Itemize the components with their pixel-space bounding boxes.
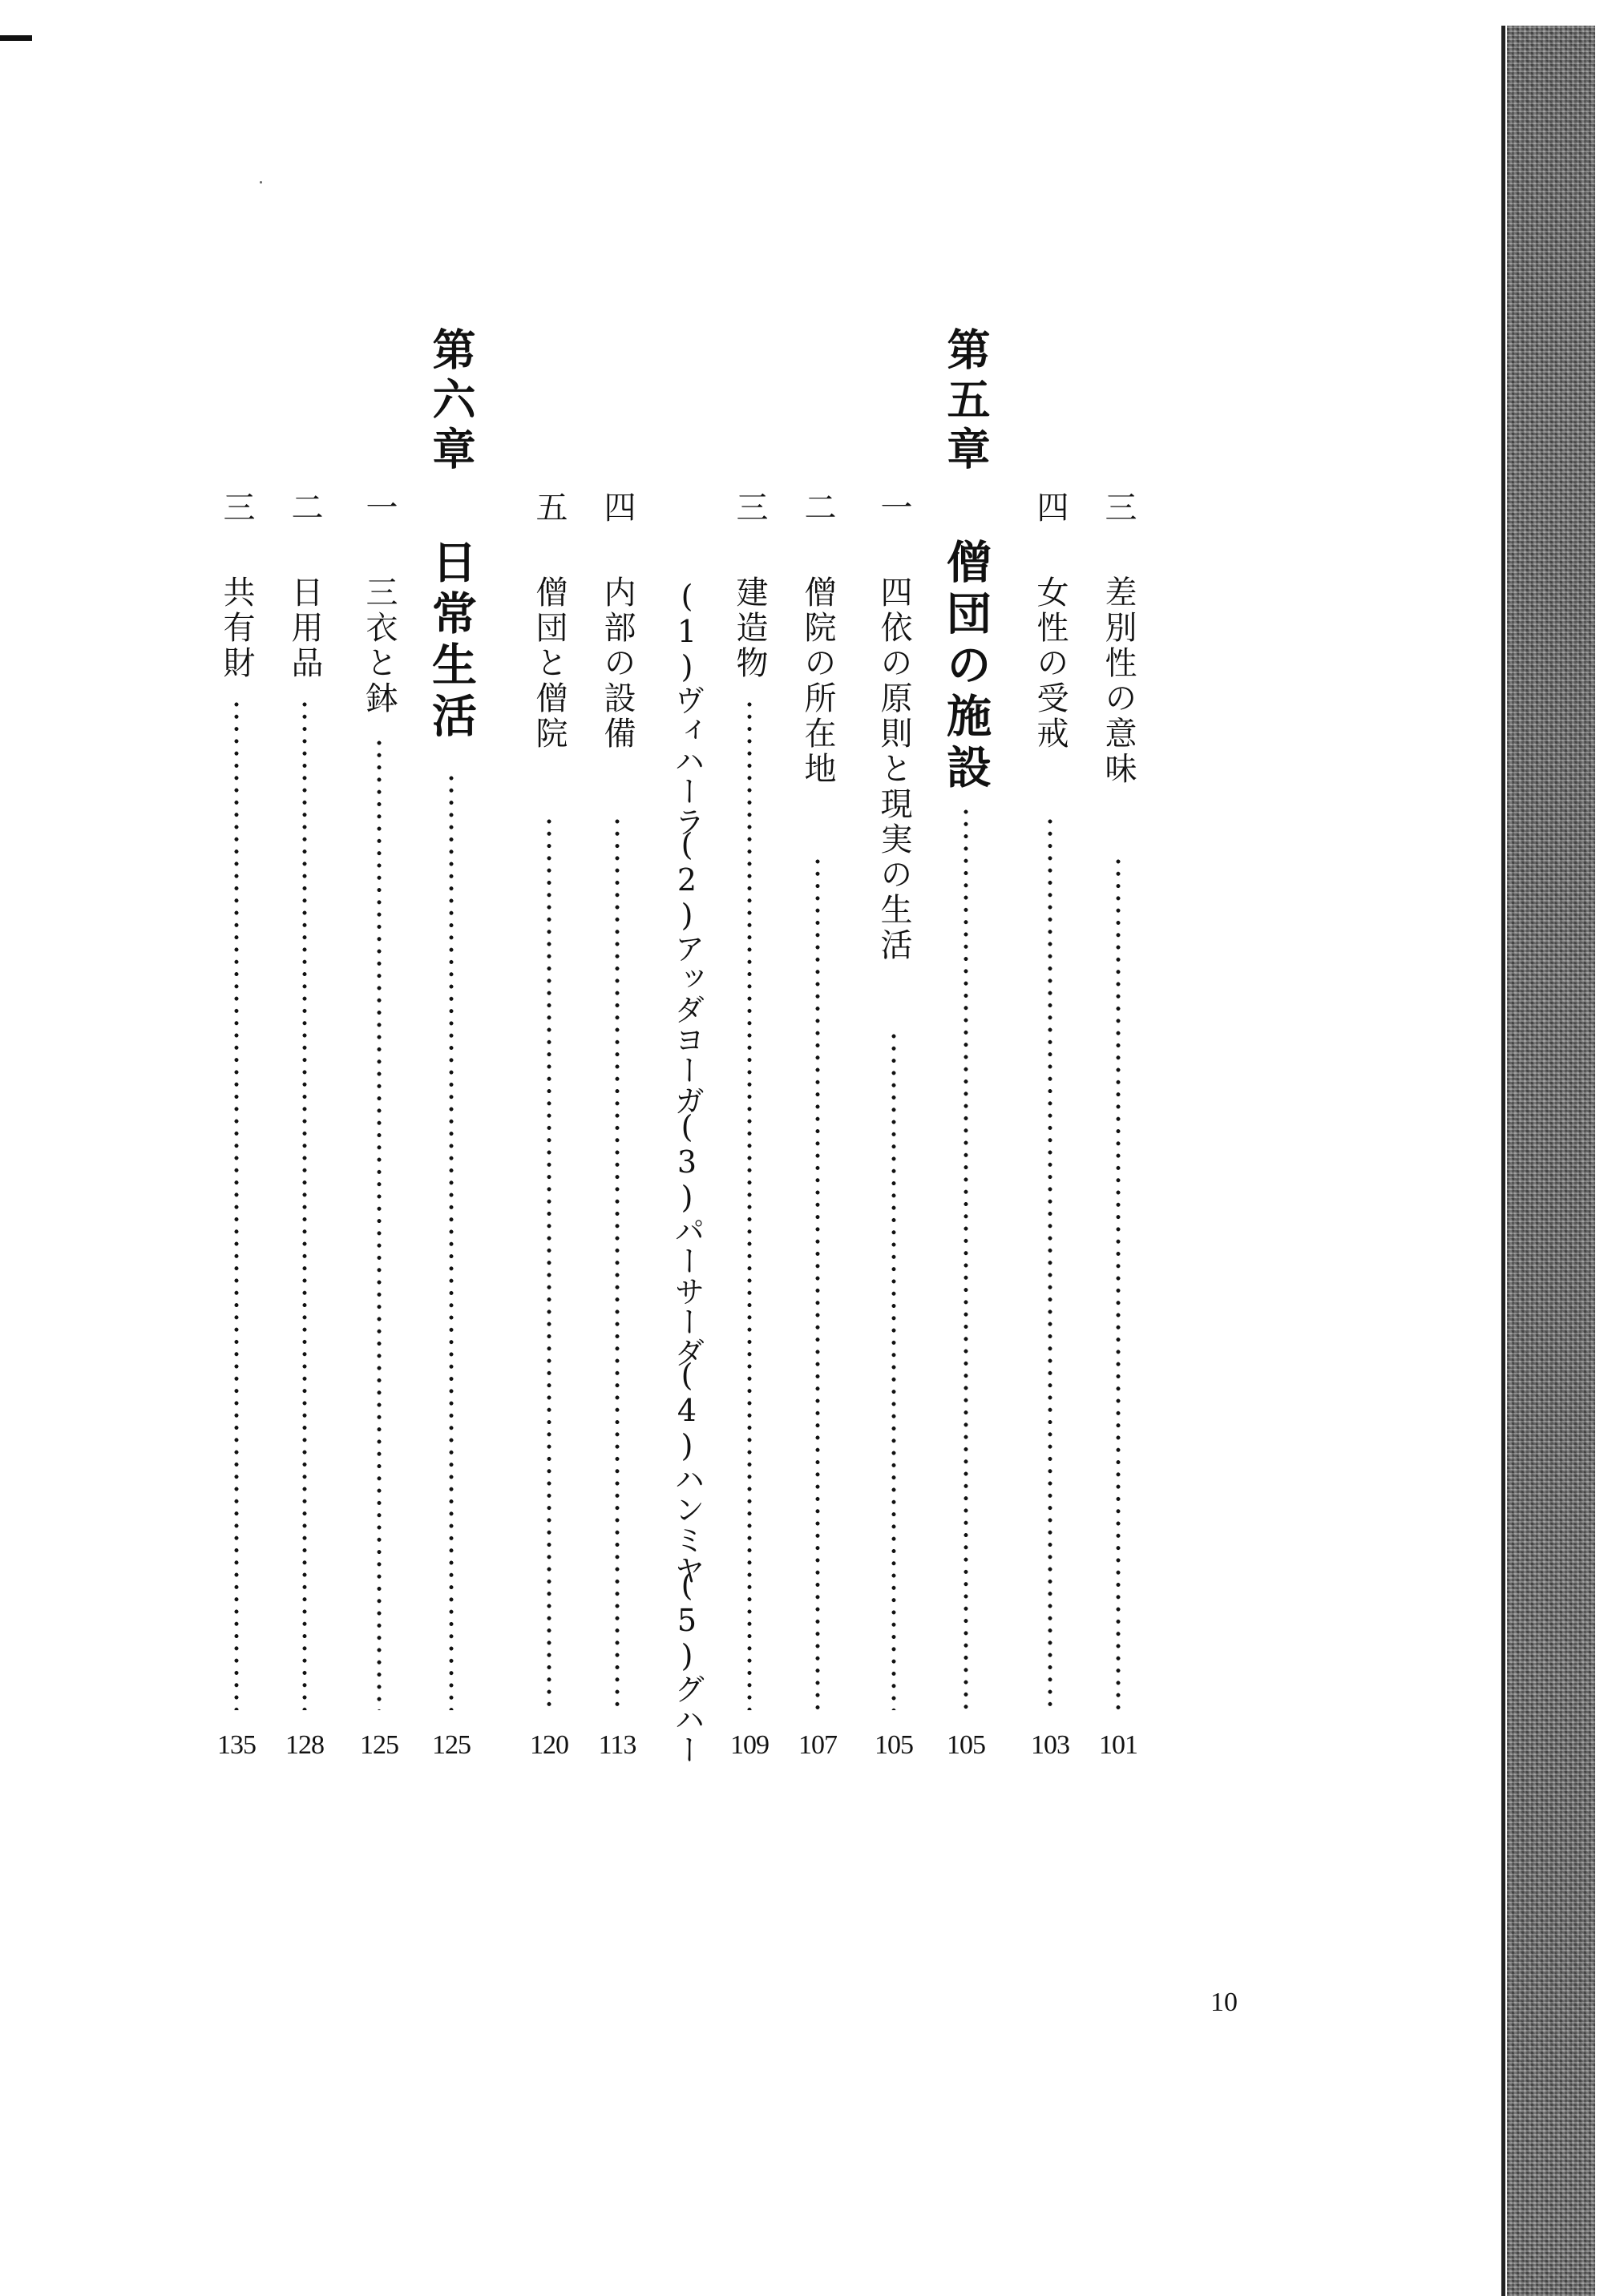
section-title: 建造物	[731, 575, 768, 681]
subsection-guha[interactable]: (5)グハー	[669, 1568, 705, 1765]
section-title: 日用品	[286, 575, 323, 681]
chapter-title: 僧団の施設	[939, 539, 992, 795]
leader-dots	[377, 740, 382, 1710]
chapter-title: 日常生活	[425, 539, 478, 744]
section-title: 三衣と鉢	[361, 575, 398, 716]
section-title: 四依の原則と現実の生活	[875, 575, 912, 963]
leader-dots	[1116, 859, 1121, 1710]
page-ref: 125	[360, 1730, 398, 1760]
subsection-addhayoga[interactable]: (2)アッダヨーガ	[669, 827, 705, 1116]
leader-dots	[547, 819, 551, 1710]
section-title: 差別性の意味	[1100, 575, 1137, 787]
page-ref: 105	[875, 1730, 913, 1760]
leader-dots	[815, 859, 820, 1710]
leader-dots	[615, 819, 620, 1710]
page-ref: 113	[598, 1730, 636, 1760]
page-ref: 128	[285, 1730, 324, 1760]
subsection-pasada[interactable]: (3)パーサーダ	[669, 1109, 705, 1367]
leader-dots	[449, 776, 454, 1710]
folio-page-number: 10	[1210, 1987, 1238, 2017]
leader-dots	[302, 702, 307, 1710]
section-number: 四	[1032, 490, 1069, 526]
page-ref: 135	[217, 1730, 256, 1760]
section-title: 僧院の所在地	[799, 575, 836, 787]
page-ref: 101	[1099, 1730, 1137, 1760]
section-number: 二	[799, 490, 836, 526]
page-ref: 120	[530, 1730, 568, 1760]
leader-dots	[234, 702, 239, 1710]
section-number: 四	[599, 490, 636, 526]
section-number: 一	[875, 490, 912, 526]
page-ref: 103	[1031, 1730, 1069, 1760]
section-title: 女性の受戒	[1032, 575, 1069, 752]
section-number: 一	[361, 490, 398, 526]
section-title: 内部の設備	[599, 575, 636, 752]
section-number: 三	[1100, 490, 1137, 526]
section-number: 五	[531, 490, 568, 526]
page-ref: 109	[730, 1730, 769, 1760]
page-ref: 105	[947, 1730, 985, 1760]
page-ref: 125	[432, 1730, 471, 1760]
leader-dots	[891, 1034, 896, 1710]
section-title: 僧団と僧院	[531, 575, 568, 752]
section-number: 三	[731, 490, 768, 526]
subsection-hammiya[interactable]: (4)ハンミヤ	[669, 1358, 705, 1585]
section-number: 二	[286, 490, 323, 526]
page-ref: 107	[798, 1730, 837, 1760]
chapter-label: 第六章	[426, 327, 477, 476]
section-number: 三	[218, 490, 255, 526]
leader-dots	[963, 809, 968, 1710]
section-title: 共有財	[218, 575, 255, 681]
chapter-label: 第五章	[940, 327, 992, 476]
leader-dots	[1048, 819, 1052, 1710]
subsection-vihara[interactable]: (1)ヴィハーラ	[669, 579, 705, 837]
leader-dots	[747, 702, 752, 1710]
